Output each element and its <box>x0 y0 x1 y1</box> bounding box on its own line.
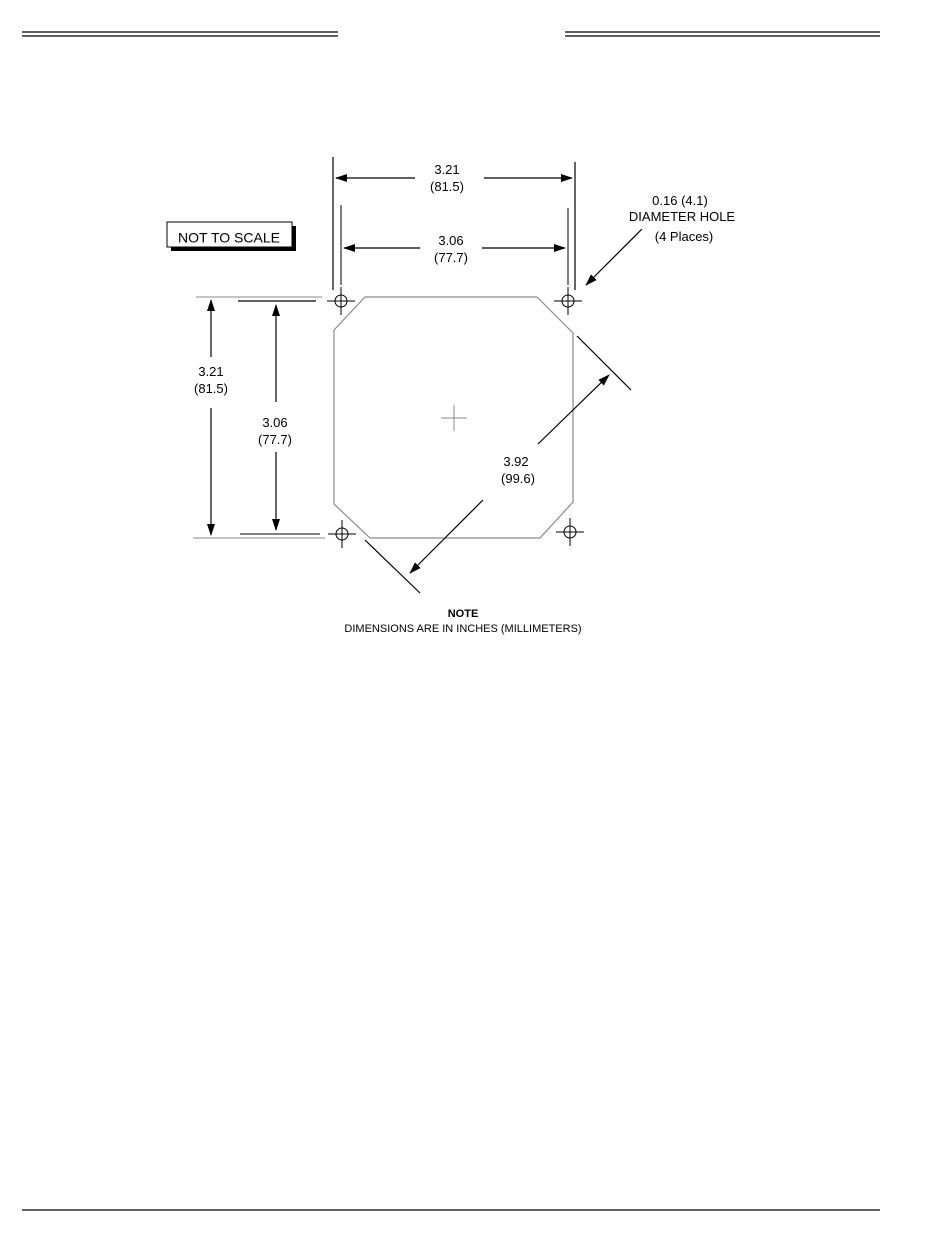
hole-callout <box>586 193 735 285</box>
outer-width-mm: (81.5) <box>430 179 464 194</box>
not-to-scale-label <box>167 222 296 251</box>
dimension-outer-width <box>336 162 572 194</box>
dimension-outer-height <box>194 300 228 535</box>
not-to-scale-text: NOT TO SCALE <box>178 229 280 246</box>
hole-marker-top-left <box>327 287 355 315</box>
inner-height-inches: 3.06 <box>262 415 288 430</box>
header-rule-left <box>22 32 338 36</box>
inner-width-inches: 3.06 <box>438 233 464 248</box>
hole-label: DIAMETER HOLE <box>628 209 736 224</box>
diagonal-mm: (99.6) <box>501 471 535 486</box>
outer-width-inches: 3.21 <box>434 162 460 177</box>
center-mark <box>441 405 467 431</box>
dimension-inner-width <box>344 233 565 265</box>
outer-height-mm: (81.5) <box>194 381 228 396</box>
diagonal-inches: 3.92 <box>503 454 529 469</box>
hole-marker-top-right <box>554 287 582 315</box>
hole-count: (4 Places) <box>654 229 714 244</box>
extension-lines-horizontal <box>193 297 325 538</box>
dimension-inner-height <box>258 305 292 530</box>
inner-height-mm: (77.7) <box>258 432 292 447</box>
hole-size: 0.16 (4.1) <box>652 193 708 208</box>
dimension-diagonal <box>365 336 631 593</box>
header-rule-right <box>565 32 880 36</box>
hole-marker-bottom-right <box>556 518 584 546</box>
hole-marker-bottom-left <box>328 520 356 548</box>
note-text: DIMENSIONS ARE IN INCHES (MILLIMETERS) <box>344 623 582 635</box>
dimension-note <box>344 608 581 635</box>
inner-width-mm: (77.7) <box>434 250 468 265</box>
note-title: NOTE <box>447 608 479 620</box>
outer-height-inches: 3.21 <box>198 364 224 379</box>
